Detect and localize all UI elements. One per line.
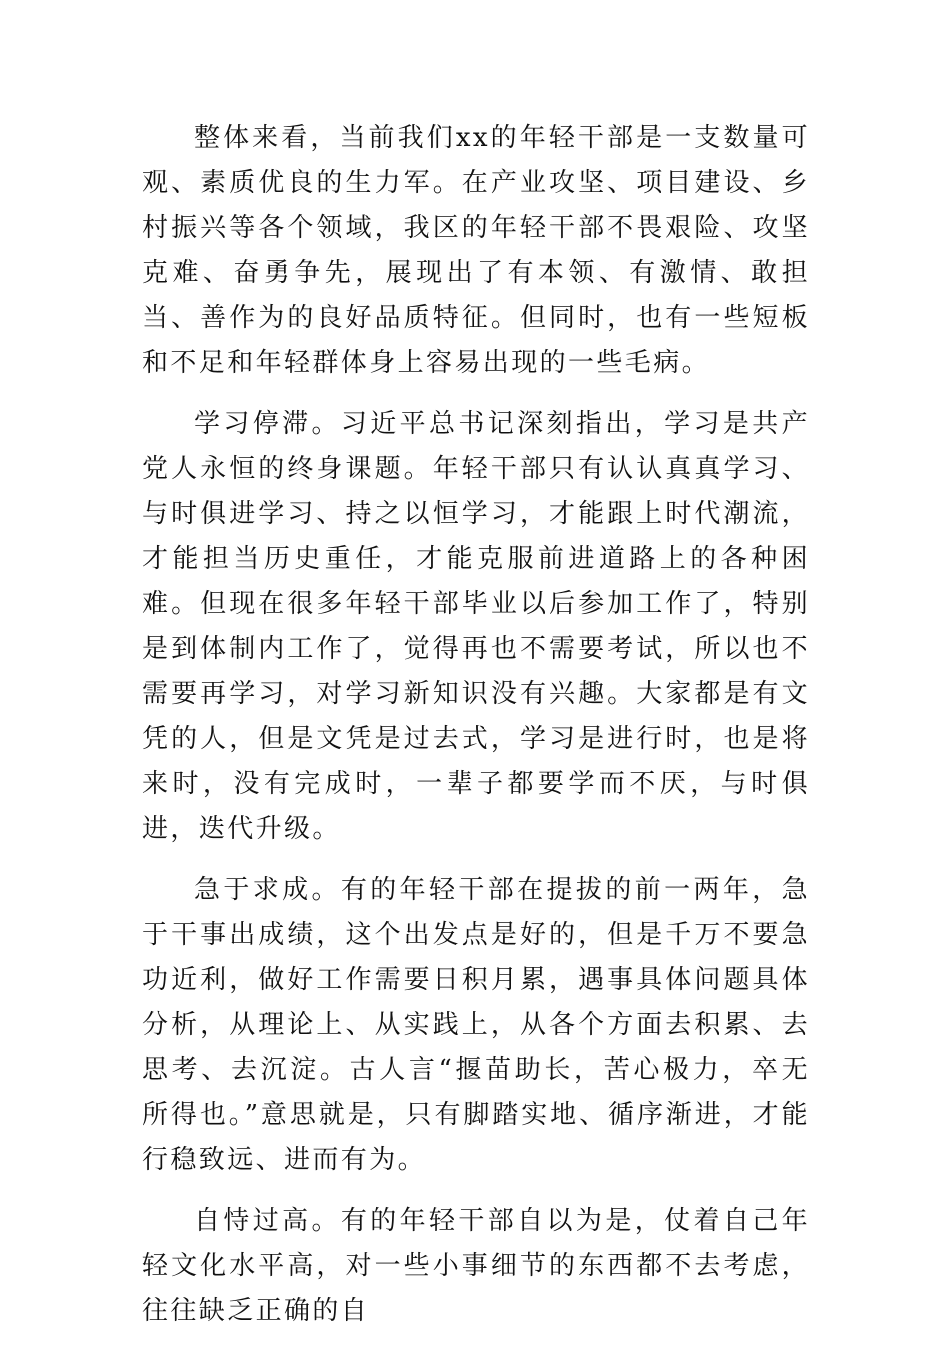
paragraph-eager-for-success: 急于求成。有的年轻干部在提拔的前一两年，急于干事出成绩，这个出发点是好的，但是千万不要急功近利，做好工作需要日积月累，遇事具体问题具体分析，从理论上、从实践上，从各个方面去积累、去思考、去沉淀。古人言“揠苗助长，苦心极力，卒无所得也。”意思就是，只有脚踏实地、循序渐进，才能行稳致远、进而有为。 xyxy=(142,875,810,1175)
document-body xyxy=(142,116,810,1350)
paragraph-overview: 整体来看，当前我们xx的年轻干部是一支数量可观、素质优良的生力军。在产业攻坚、项目建设、乡村振兴等各个领域，我区的年轻干部不畏艰险、攻坚克难、奋勇争先，展现出了有本领、有激情、敢担当、善作为的良好品质特征。但同时，也有一些短板和不足和年轻群体身上容易出现的一些毛病。 xyxy=(142,123,810,378)
paragraph-learning-stagnation: 学习停滞。习近平总书记深刻指出，学习是共产党人永恒的终身课题。年轻干部只有认认真真学习、与时俱进学习、持之以恒学习，才能跟上时代潮流，才能担当历史重任，才能克服前进道路上的各种困难。但现在很多年轻干部毕业以后参加工作了，特别是到体制内工作了，觉得再也不需要考试，所以也不需要再学习，对学习新知识没有兴趣。大家都是有文凭的人，但是文凭是过去式，学习是进行时，也是将来时，没有完成时，一辈子都要学而不厌，与时俱进，迭代升级。 xyxy=(142,409,810,844)
paragraph-overconfidence: 自恃过高。有的年轻干部自以为是，仗着自己年轻文化水平高，对一些小事细节的东西都不去考虑，往往缺乏正确的自 xyxy=(142,1206,810,1326)
